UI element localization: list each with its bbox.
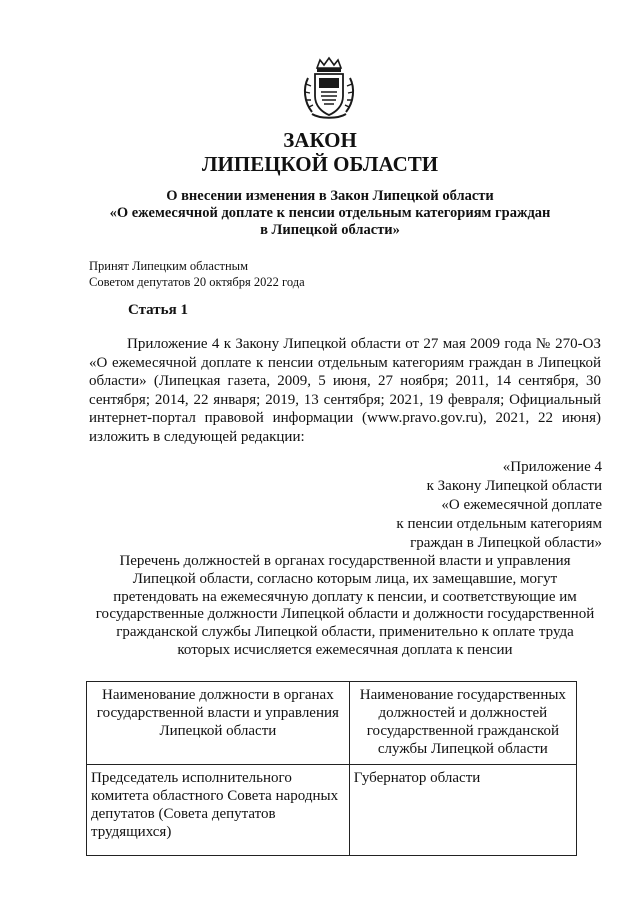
law-region-title: ЛИПЕЦКОЙ ОБЛАСТИ	[201, 152, 439, 176]
adoption-note: Принят Липецким областным Советом депутатов 20 октября 2022 года	[89, 259, 305, 289]
table-row	[87, 765, 577, 856]
positions-table	[86, 681, 577, 856]
appendix-reference: «Приложение 4 к Закону Липецкой области «О ежемесячной доплате к пенсии отдельным категориям граждан в Липецкой области»	[396, 459, 602, 551]
list-title: Перечень должностей в органах государственной власти и управления Липецкой области, согласно которым лица, их замещавшие, могут претендовать на ежемесячную доплату к пенсии, и соответствующие им государственные должности Липецкой области и должности государственной гражданской службы Липецкой области, применительно к оплате труда которых исчисляется ежемесячная доплата к пенсии	[95, 553, 595, 658]
table-cell: Губернатор области	[349, 765, 576, 856]
law-subtitle: О внесении изменения в Закон Липецкой области «О ежемесячной доплате к пенсии отдельным категориям граждан в Липецкой области»	[109, 188, 551, 238]
article-heading: Статья 1	[128, 302, 188, 318]
table-header-cell: Наименование должности в органах государственной власти и управления Липецкой области	[87, 682, 350, 765]
law-title: ЗАКОН	[283, 128, 357, 152]
table-cell: Председатель исполнительного комитета областного Совета народных депутатов (Совета депутатов трудящихся)	[87, 765, 350, 856]
coat-of-arms-icon	[300, 56, 358, 122]
article-text: Приложение 4 к Закону Липецкой области от 27 мая 2009 года № 270-ОЗ «О ежемесячной доплате к пенсии отдельным категориям граждан в Липецкой области» (Липецкая газета, 2009, 5 июня, 27 ноября; 2011, 14 сентября, 30 сентября; 2014, 22 января; 2019, 13 сентября; 2021, 19 февраля; Официальный интернет-портал правовой информации (www.pravo.gov.ru), 2021, 22 июня) изложить в следующей редакции:	[89, 336, 601, 445]
table-header-cell: Наименование государственных должностей и должностей государственной гражданской службы Липецкой области	[349, 682, 576, 765]
table-header-row	[87, 682, 577, 765]
